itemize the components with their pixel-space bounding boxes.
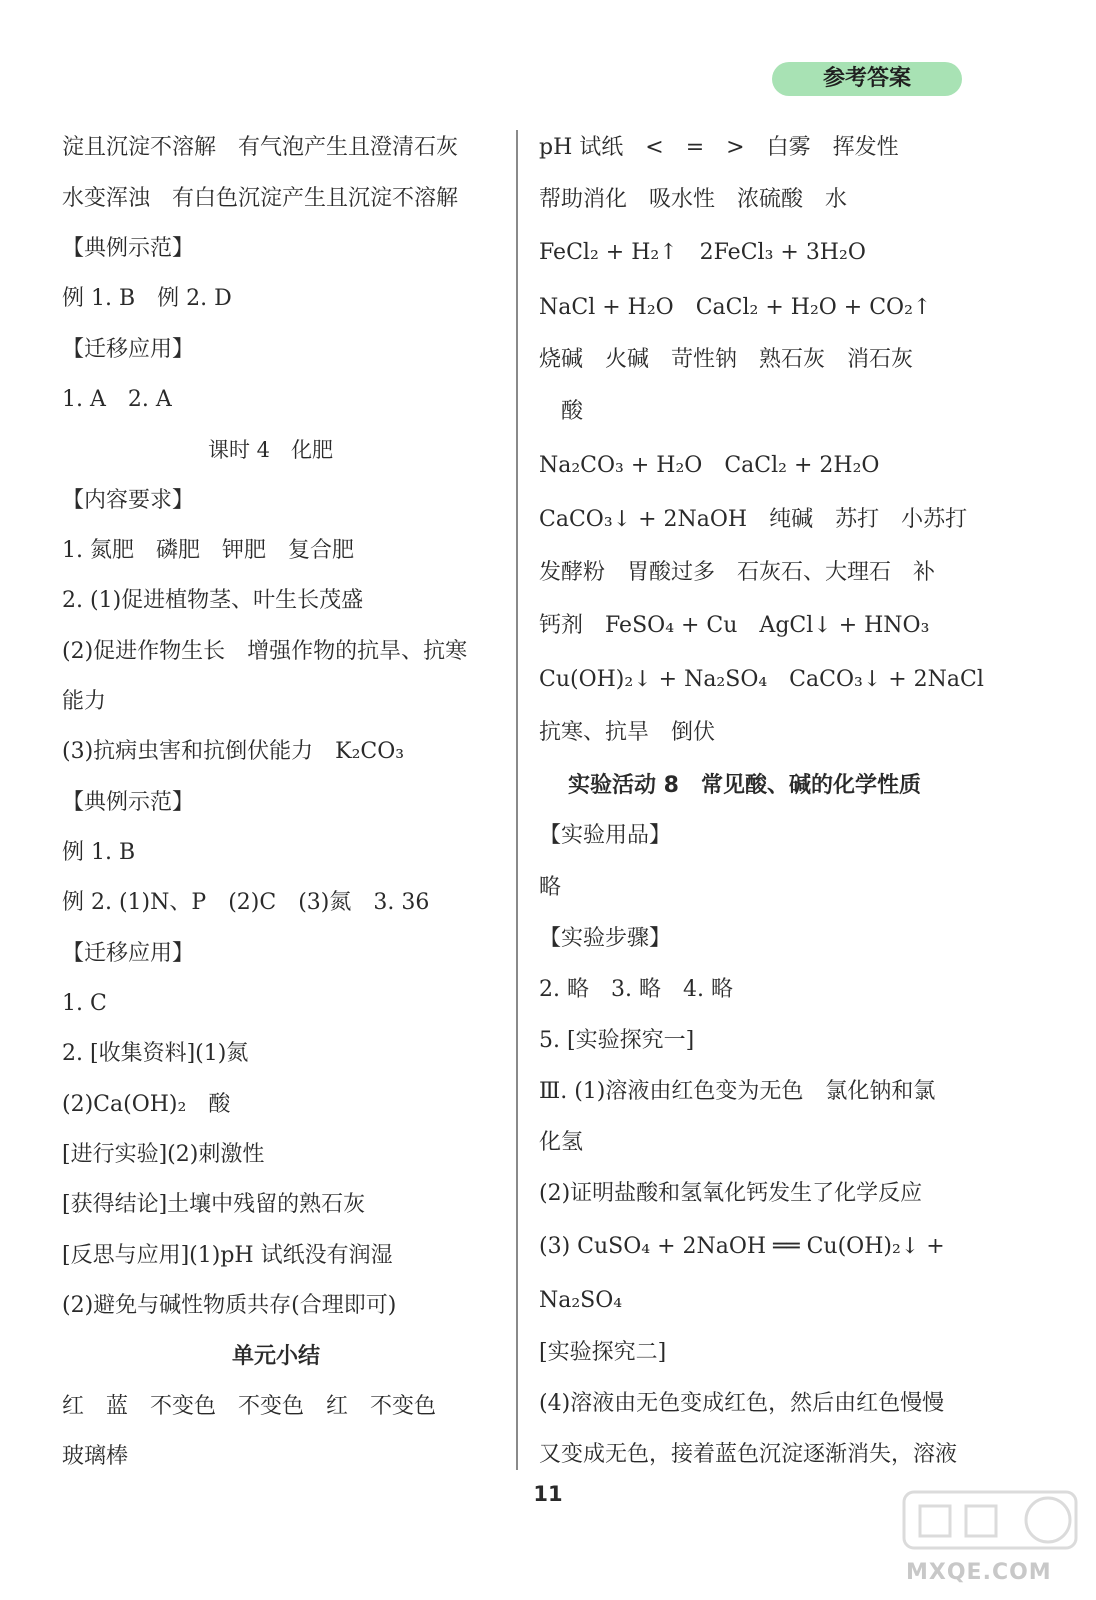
text-line: 略: [539, 875, 562, 900]
equation-line: (3) CuSO₄ + 2NaOH ══ Cu(OH)₂↓ +: [539, 1234, 945, 1259]
unit-summary-title: 单元小结: [232, 1344, 321, 1369]
text-line: Ⅲ. (1)溶液由红色变为无色 氯化钠和氯: [539, 1079, 936, 1104]
page-number: 11: [533, 1482, 563, 1506]
text-line: 5. [实验探究一]: [539, 1028, 695, 1053]
text-line: (2)促进作物生长 增强作物的抗旱、抗寒: [62, 639, 468, 664]
text-line: 红 蓝 不变色 不变色 红 不变色: [62, 1394, 437, 1419]
equation-line: CaCO₃↓ + 2NaOH 纯碱 苏打 小苏打: [539, 507, 968, 532]
text-line: (4)溶液由无色变成红色，然后由红色慢慢: [539, 1391, 945, 1416]
text-line: 1. 氮肥 磷肥 钾肥 复合肥: [62, 538, 354, 563]
text-line: 2. (1)促进植物茎、叶生长茂盛: [62, 588, 364, 613]
text-line: 1. A 2. A: [62, 387, 172, 412]
equation-line: 钙剂 FeSO₄ + Cu AgCl↓ + HNO₃: [539, 613, 930, 638]
text-line: (2)避免与碱性物质共存(合理即可): [62, 1293, 397, 1318]
section-heading: 【实验步骤】: [539, 926, 672, 951]
answer-key-badge: 参考答案: [772, 62, 962, 96]
text-line: 化氢: [539, 1130, 584, 1155]
text-line: [实验探究二]: [539, 1340, 667, 1365]
equation-line: Na₂CO₃ + H₂O CaCl₂ + 2H₂O: [539, 453, 880, 478]
text-line: 2. 略 3. 略 4. 略: [539, 977, 733, 1002]
section-heading: 【内容要求】: [62, 488, 195, 513]
section-heading: 【迁移应用】: [62, 941, 195, 966]
equation-line: Cu(OH)₂↓ + Na₂SO₄ CaCO₃↓ + 2NaCl: [539, 667, 984, 692]
text-line: 玻璃棒: [62, 1444, 129, 1469]
experiment-title: 实验活动 8 常见酸、碱的化学性质: [568, 773, 921, 798]
text-line: [获得结论]土壤中残留的熟石灰: [62, 1192, 366, 1217]
text-line: 烧碱 火碱 苛性钠 熟石灰 消石灰: [539, 347, 914, 372]
text-line: 帮助消化 吸水性 浓硫酸 水: [539, 187, 848, 212]
text-line: 1. C: [62, 991, 107, 1016]
text-line: 又变成无色，接着蓝色沉淀逐渐消失，溶液: [539, 1442, 958, 1467]
text-line: 能力: [62, 689, 107, 714]
text-line: 发酵粉 胃酸过多 石灰石、大理石 补: [539, 560, 936, 585]
text-line: 淀且沉淀不溶解 有气泡产生且澄清石灰: [62, 135, 459, 160]
text-line: (2)证明盐酸和氢氧化钙发生了化学反应: [539, 1181, 923, 1206]
section-heading: 【迁移应用】: [62, 337, 195, 362]
section-heading: 【实验用品】: [539, 823, 672, 848]
text-line: (3)抗病虫害和抗倒伏能力 K₂CO₃: [62, 739, 405, 764]
equation-line: Na₂SO₄: [539, 1288, 623, 1313]
text-line: 抗寒、抗旱 倒伏: [539, 720, 716, 745]
section-heading: 【典例示范】: [62, 236, 195, 261]
watermark-text: MXQE.COM: [906, 1560, 1052, 1585]
text-line: 例 1. B 例 2. D: [62, 286, 232, 311]
lesson-title: 课时 4 化肥: [208, 438, 334, 462]
text-line: [进行实验](2)刺激性: [62, 1142, 265, 1167]
equation-line: NaCl + H₂O CaCl₂ + H₂O + CO₂↑: [539, 295, 932, 320]
text-line: 例 1. B: [62, 840, 136, 865]
text-line: 酸: [561, 399, 584, 424]
text-line: [反思与应用](1)pH 试纸没有润湿: [62, 1243, 393, 1268]
column-divider: [516, 130, 518, 1470]
text-line: 水变浑浊 有白色沉淀产生且沉淀不溶解: [62, 186, 459, 211]
section-heading: 【典例示范】: [62, 790, 195, 815]
text-line: pH 试纸 < = > 白雾 挥发性: [539, 135, 899, 160]
text-line: 例 2. (1)N、P (2)C (3)氮 3. 36: [62, 890, 430, 915]
text-line: 2. [收集资料](1)氮: [62, 1041, 249, 1066]
watermark-logo: [900, 1482, 1080, 1558]
text-line: (2)Ca(OH)₂ 酸: [62, 1092, 231, 1117]
equation-line: FeCl₂ + H₂↑ 2FeCl₃ + 3H₂O: [539, 240, 866, 265]
